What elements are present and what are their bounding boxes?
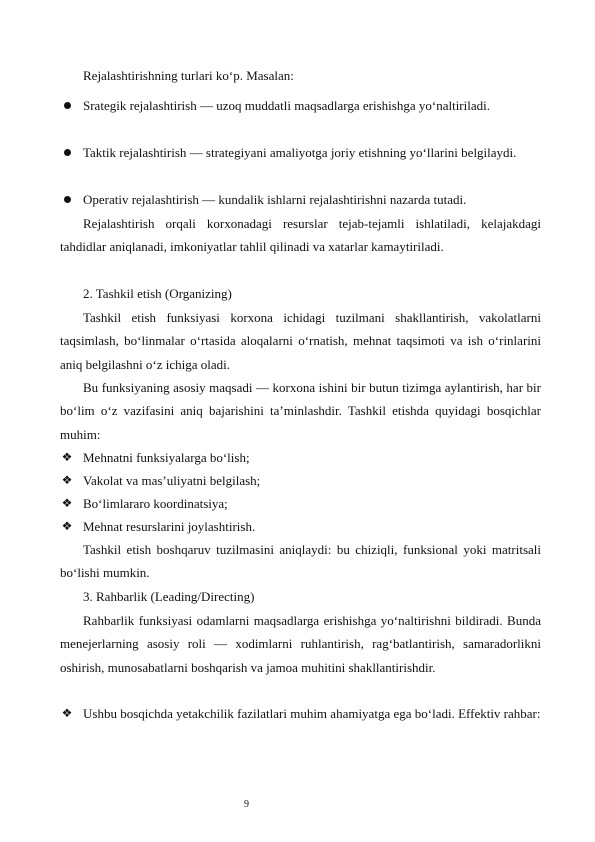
paragraph: Bu funksiyaning asosiy maqsadi — korxona ishini bir butun tizimga aylantirish, har bir bo‘lim o‘z vazifasini aniq bajarishini ta’minlashdir. Tashkil etishda quyidagi bosqichlar muhim: <box>60 380 541 442</box>
diamond-bullet-icon: ❖ <box>61 473 73 487</box>
paragraph-intro: Rejalashtirishning turlari ko‘p. Masalan: <box>83 68 294 83</box>
list-item-text: Mehnatni funksiyalarga bo‘lish; <box>83 450 250 465</box>
filled-circle-icon <box>60 94 74 117</box>
list-item-text: Srategik rejalashtirish — uzoq muddatli maqsadlarga erishishga yo‘naltiriladi. <box>83 98 490 113</box>
list-item <box>60 188 541 211</box>
section-heading: 3. Rahbarlik (Leading/Directing) <box>83 589 255 604</box>
filled-circle-icon <box>60 141 74 164</box>
list-item-text: Ushbu bosqichda yetakchilik fazilatlari muhim ahamiyatga ega bo‘ladi. Effektiv rahbar: <box>83 706 541 721</box>
list-item <box>60 515 541 538</box>
page-number: 9 <box>244 799 249 810</box>
filled-circle-icon <box>60 188 74 211</box>
list-item-text: Bo‘limlararo koordinatsiya; <box>83 496 228 511</box>
diamond-bullet-icon: ❖ <box>61 706 73 720</box>
list-item <box>60 141 541 164</box>
paragraph: Rejalashtirish orqali korxonadagi resurslar tejab-tejamli ishlatiladi, kelajakdagi tahdidlar aniqlanadi, imkoniyatlar tahlil qilinadi va xatarlar kamaytiriladi. <box>60 216 541 255</box>
list-item-text: Operativ rejalashtirish — kundalik ishlarni rejalashtirishni nazarda tutadi. <box>83 192 467 207</box>
diamond-bullet-icon: ❖ <box>61 496 73 510</box>
list-item-text: Vakolat va mas’uliyatni belgilash; <box>83 473 261 488</box>
list-item <box>60 469 541 492</box>
section-heading: 2. Tashkil etish (Organizing) <box>83 286 232 301</box>
list-item <box>60 492 541 515</box>
paragraph: Tashkil etish funksiyasi korxona ichidagi tuzilmani shakllantirish, vakolatlarni taqsimlash, bo‘linmalar o‘rtasida aloqalarni o‘rnatish, mehnat taqsimoti va ish o‘rinlarini aniq belgilashni o‘z ichiga oladi. <box>60 310 541 372</box>
diamond-bullet-icon: ❖ <box>61 450 73 464</box>
list-item-text: Taktik rejalashtirish — strategiyani amaliyotga joriy etishning yo‘llarini belgilaydi. <box>83 145 517 160</box>
list-item <box>60 446 541 469</box>
list-item <box>60 702 541 725</box>
list-item <box>60 94 541 117</box>
paragraph: Tashkil etish boshqaruv tuzilmasini aniqlaydi: bu chiziqli, funksional yoki matritsali bo‘lishi mumkin. <box>60 542 541 581</box>
paragraph: Rahbarlik funksiyasi odamlarni maqsadlarga erishishga yo‘naltirishni bildiradi. Bunda menejerlarning asosiy roli — xodimlarni ruhlantirish, rag‘batlantirish, samaradorlikni oshirish, munosabatlarni boshqarish va jamoa muhitini shakllantirishdir. <box>60 613 541 675</box>
list-item-text: Mehnat resurslarini joylashtirish. <box>83 519 256 534</box>
diamond-bullet-icon: ❖ <box>61 519 73 533</box>
